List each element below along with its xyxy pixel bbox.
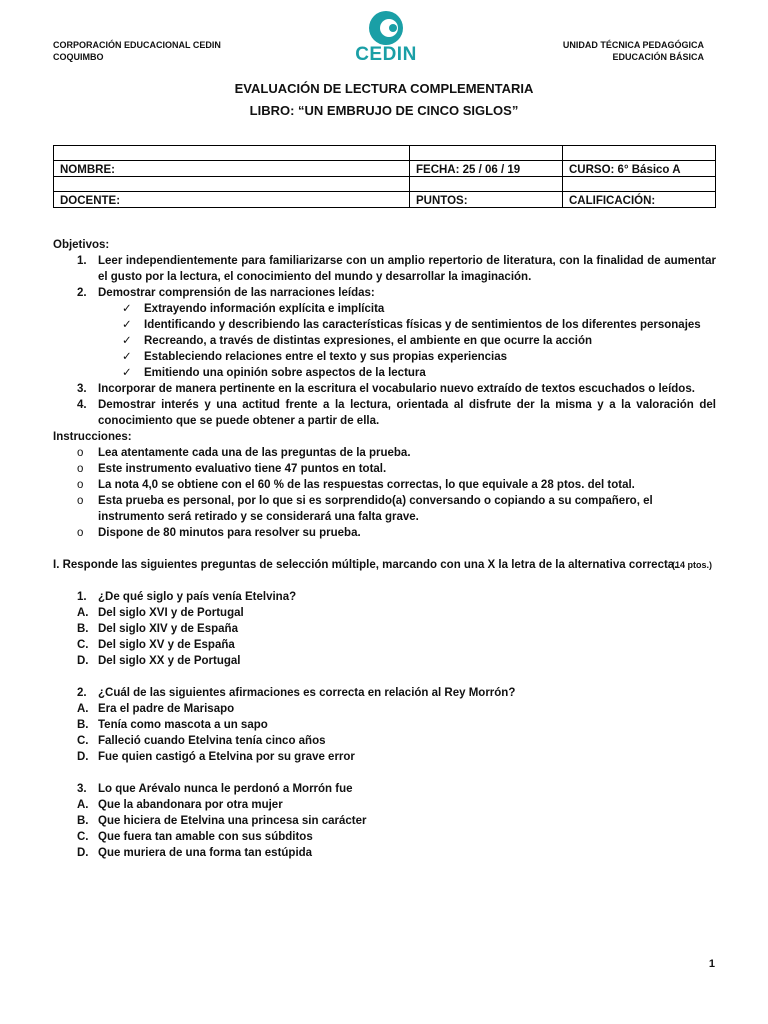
question-block xyxy=(53,781,716,861)
objectives-heading: Objetivos: xyxy=(53,239,110,251)
logo-text: CEDIN xyxy=(355,44,417,65)
book-title: LIBRO: “UN EMBRUJO DE CINCO SIGLOS” xyxy=(249,103,519,118)
student-info-table xyxy=(53,145,716,208)
answer-option[interactable]: A. Que la abandonara por otra mujer xyxy=(77,799,283,811)
bullet-icon: o xyxy=(77,527,84,539)
header-left xyxy=(53,39,221,63)
section-instruction: I. Responde las siguientes preguntas de selección múltiple, marcando con una X la letra de la alternativa correcta. xyxy=(53,559,678,571)
check-icon: ✓ xyxy=(122,319,132,331)
checklist-item: ✓ Extrayendo información explícita e implícita xyxy=(122,303,385,315)
institution-city: COQUIMBO xyxy=(53,52,104,62)
instruction-item: o Este instrumento evaluativo tiene 47 puntos en total. xyxy=(77,463,387,475)
nombre-field[interactable]: NOMBRE: xyxy=(54,161,410,177)
question-text: 1. ¿De qué siglo y país venía Etelvina? xyxy=(77,591,297,603)
docente-field[interactable]: DOCENTE: xyxy=(54,192,410,208)
checklist-item: ✓ Identificando y describiendo las características físicas y de sentimientos de los diferentes personajes xyxy=(122,319,701,331)
instruction-item: o La nota 4,0 se obtiene con el 60 % de las respuestas correctas, lo que equivale a 28 ptos. del total. xyxy=(77,479,635,491)
answer-option[interactable]: C. Falleció cuando Etelvina tenía cinco años xyxy=(77,735,326,747)
answer-option[interactable]: D. Que muriera de una forma tan estúpida xyxy=(77,847,313,859)
page-number: 1 xyxy=(708,958,715,970)
objective-item: 4. Demostrar interés y una actitud frente a la lectura, orientada al disfrute der la misma y a la valoración del conocimiento que se puede obtener a partir de ella. xyxy=(77,399,716,427)
check-icon: ✓ xyxy=(122,303,132,315)
check-icon: ✓ xyxy=(122,351,132,363)
bullet-icon: o xyxy=(77,495,84,507)
document-body xyxy=(53,237,716,861)
bullet-icon: o xyxy=(77,479,84,491)
section-points: (14 ptos.) xyxy=(671,560,712,570)
checklist-item: ✓ Recreando, a través de distintas expresiones, el ambiente en que ocurre la acción xyxy=(122,335,593,347)
calificacion-field[interactable]: CALIFICACIÓN: xyxy=(563,192,716,208)
institution-name: CORPORACIÓN EDUCACIONAL CEDIN xyxy=(53,40,221,50)
unit-name: UNIDAD TÉCNICA PEDAGÓGICA xyxy=(562,40,704,50)
fecha-field: FECHA: 25 / 06 / 19 xyxy=(410,161,563,177)
instruction-item: o Dispone de 80 minutos para resolver su prueba. xyxy=(77,527,361,539)
check-icon: ✓ xyxy=(122,367,132,379)
puntos-field[interactable]: PUNTOS: xyxy=(410,192,563,208)
checklist-item: ✓ Estableciendo relaciones entre el texto y sus propias experiencias xyxy=(122,351,508,363)
instructions-heading: Instrucciones: xyxy=(53,431,132,443)
question-text: 3. Lo que Arévalo nunca le perdonó a Morrón fue xyxy=(77,783,353,795)
answer-option[interactable]: A. Era el padre de Marisapo xyxy=(77,703,235,715)
instruction-item: o Lea atentamente cada una de las preguntas de la prueba. xyxy=(77,447,411,459)
question-block xyxy=(53,685,716,765)
answer-option[interactable]: A. Del siglo XVI y de Portugal xyxy=(77,607,244,619)
document-title: EVALUACIÓN DE LECTURA COMPLEMENTARIA xyxy=(234,81,534,96)
answer-option[interactable]: B. Del siglo XIV y de España xyxy=(77,623,238,635)
check-icon: ✓ xyxy=(122,335,132,347)
cedin-logo xyxy=(349,10,423,66)
curso-field: CURSO: 6° Básico A xyxy=(563,161,716,177)
answer-option[interactable]: D. Del siglo XX y de Portugal xyxy=(77,655,241,667)
unit-level: EDUCACIÓN BÁSICA xyxy=(612,52,704,62)
question-text: 2. ¿Cuál de las siguientes afirmaciones es correcta en relación al Rey Morrón? xyxy=(77,687,516,699)
answer-option[interactable]: B. Tenía como mascota a un sapo xyxy=(77,719,268,731)
bullet-icon: o xyxy=(77,447,84,459)
bullet-icon: o xyxy=(77,463,84,475)
instruction-item: o Esta prueba es personal, por lo que si es sorprendido(a) conversando o copiando a su compañero, el instrumento será retirado y se considerará una falta grave. xyxy=(77,495,653,523)
objective-item: 2. Demostrar comprensión de las narraciones leídas: xyxy=(77,287,375,299)
objective-item: 1. Leer independientemente para familiarizarse con un amplio repertorio de literatura, con la finalidad de aumentar el gusto por la lectura, el conocimiento del mundo y desarrollar la imaginación. xyxy=(77,255,716,283)
header-right xyxy=(563,39,704,63)
answer-option[interactable]: C. Que fuera tan amable con sus súbditos xyxy=(77,831,313,843)
answer-option[interactable]: B. Que hiciera de Etelvina una princesa sin carácter xyxy=(77,815,367,827)
answer-option[interactable]: C. Del siglo XV y de España xyxy=(77,639,235,651)
question-block xyxy=(53,589,716,669)
checklist-item: ✓ Emitiendo una opinión sobre aspectos de la lectura xyxy=(122,367,426,379)
answer-option[interactable]: D. Fue quien castigó a Etelvina por su grave error xyxy=(77,751,355,763)
objective-item: 3. Incorporar de manera pertinente en la escritura el vocabulario nuevo extraído de textos escuchados o leídos. xyxy=(77,383,695,395)
